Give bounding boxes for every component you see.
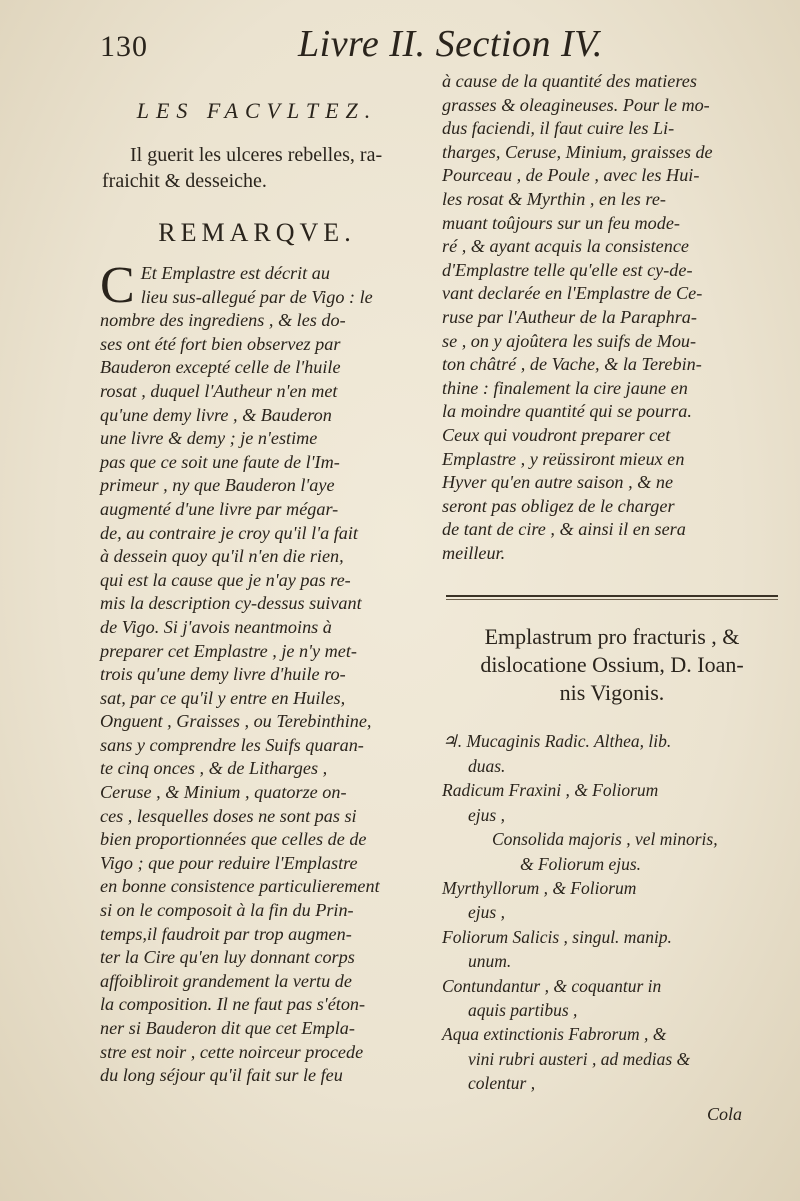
recipe-line: duas.: [468, 755, 506, 776]
text-line: ter la Cire qu'en luy donnant corps: [100, 947, 355, 968]
text-line: de tant de cire , & ainsi il en sera: [442, 519, 686, 540]
text-line: Vigo ; que pour reduire l'Emplastre: [100, 852, 358, 873]
text-line: pas que ce soit une faute de l'Im-: [100, 451, 340, 472]
text-line: augmenté d'une livre par mégar-: [100, 498, 339, 519]
recipe-line: Radicum Fraxini , & Foliorum: [442, 780, 659, 801]
recipe-line: ♃. Mucaginis Radic. Althea, lib.: [442, 731, 672, 752]
recipe-line: colentur ,: [468, 1073, 536, 1094]
recipe-line: Contundantur , & coquantur in: [442, 975, 662, 996]
text-line: stre est noir , cette noirceur procede: [100, 1041, 364, 1062]
right-column: [442, 70, 782, 1096]
text-line: mis la description cy-dessus suivant: [100, 593, 362, 614]
text-line: ses ont été fort bien observez par: [100, 333, 341, 354]
text-line: la composition. Il ne faut pas s'éton-: [100, 994, 366, 1015]
recipe-title-line: dislocatione Ossium, D. Ioan-: [480, 652, 744, 678]
text-line: à cause de la quantité des matieres: [442, 71, 697, 91]
recipe-line: ejus ,: [468, 804, 505, 825]
text-line: Bauderon excepté celle de l'huile: [100, 357, 341, 378]
text-line: ner si Bauderon dit que cet Empla-: [100, 1018, 355, 1038]
text-line: d'Emplastre telle qu'elle est cy-de-: [442, 259, 693, 280]
recipe-line: ejus ,: [468, 902, 505, 923]
text-line: qu'une demy livre , & Bauderon: [100, 404, 332, 425]
text-line: Emplastre , y reüssiront mieux en: [442, 448, 685, 469]
text-line: affoibliroit grandement la vertu de: [100, 970, 352, 991]
text-line: muant toûjours sur un feu mode-: [442, 212, 680, 233]
text-line: se , on y ajoûtera les suifs de Mou-: [442, 330, 697, 351]
remarque-heading: REMARQVE.: [158, 218, 356, 247]
recipe-list: [442, 729, 782, 1095]
text-line: ces , lesquelles doses ne sont pas si: [100, 805, 357, 826]
text-line: sans y comprendre les Suifs quaran-: [100, 734, 364, 755]
recipe-line: unum.: [468, 951, 512, 972]
text-line: ton châtré , de Vache, & la Terebin-: [442, 354, 702, 375]
text-line: Ceux qui voudront preparer cet: [442, 424, 671, 445]
left-column: [92, 70, 422, 1088]
text-line: sat, par ce qu'il y entre en Huiles,: [100, 687, 346, 708]
recipe-line: Foliorum Salicis , singul. manip.: [442, 926, 672, 947]
text-line: Onguent , Graisses , ou Terebinthine,: [100, 711, 372, 732]
text-line: Pourceau , de Poule , avec les Hui-: [442, 165, 700, 186]
running-head: Livre II. Section IV.: [298, 23, 603, 65]
text-line: qui est la cause que je n'ay pas re-: [100, 569, 351, 590]
text-line: Et Emplastre est décrit au: [140, 263, 330, 283]
page-number: 130: [100, 30, 148, 63]
text-line: preparer cet Emplastre , je n'y met-: [100, 640, 357, 661]
text-line: Ceruse , & Minium , quatorze on-: [100, 782, 347, 803]
text-line: tharges, Ceruse, Minium, graisses de: [442, 141, 713, 162]
recipe-line: Aqua extinctionis Fabrorum , &: [442, 1024, 667, 1045]
text-line: seront pas obligez de le charger: [442, 495, 675, 516]
text-line: primeur , ny que Bauderon l'aye: [100, 475, 335, 496]
text-line: du long séjour qu'il fait sur le feu: [100, 1065, 343, 1086]
text-line: te cinq onces , & de Litharges ,: [100, 758, 328, 779]
faculties-line-2: fraichit & desseiche.: [102, 170, 267, 192]
text-line: une livre & demy ; je n'estime: [100, 428, 318, 449]
continued-text: [442, 70, 782, 565]
text-line: vant declarée en l'Emplastre de Ce-: [442, 283, 703, 304]
text-line: ré , & ayant acquis la consistence: [442, 236, 689, 257]
recipe-title-line: Emplastrum pro fracturis , &: [484, 624, 740, 650]
text-line: de Vigo. Si j'avois neantmoins à: [100, 616, 332, 637]
text-line: trois qu'une demy livre d'huile ro-: [100, 664, 346, 685]
text-line: nombre des ingrediens , & les do-: [100, 310, 346, 331]
text-line: si on le composoit à la fin du Prin-: [100, 900, 354, 921]
section-divider: [446, 595, 778, 597]
text-line: en bonne consistence particulierement: [100, 876, 380, 897]
text-line: Hyver qu'en autre saison , & ne: [442, 472, 674, 493]
text-line: la moindre quantité qui se pourra.: [442, 401, 692, 422]
text-line: temps,il faudroit par trop augmen-: [100, 923, 352, 944]
recipe-line: Myrthyllorum , & Foliorum: [442, 877, 637, 898]
text-line: rosat , duquel l'Autheur n'en met: [100, 380, 338, 401]
text-line: bien proportionnées que celles de de: [100, 829, 367, 850]
page-header: [0, 22, 800, 70]
section-heading: LES FACVLTEZ.: [136, 98, 378, 123]
text-line: ruse par l'Autheur de la Paraphra-: [442, 306, 697, 327]
text-line: dus faciendi, il faut cuire les Li-: [442, 118, 675, 139]
recipe-line: & Foliorum ejus.: [520, 853, 642, 874]
recipe-line: Consolida majoris , vel minoris,: [492, 829, 718, 850]
text-line: thine : finalement la cire jaune en: [442, 377, 688, 398]
text-line: lieu sus-allegué par de Vigo : le: [140, 286, 373, 307]
recipe-line: vini rubri austeri , ad medias &: [468, 1048, 691, 1069]
drop-cap: C: [100, 257, 135, 314]
recipe-title: [442, 623, 782, 707]
text-line: à dessein quoy qu'il n'en die rien,: [100, 546, 344, 567]
text-line: les rosat & Myrthin , en les re-: [442, 188, 666, 209]
text-line: grasses & oleagineuses. Pour le mo-: [442, 94, 710, 115]
catchword: Cola: [706, 1104, 742, 1124]
remarque-text: [100, 257, 422, 1088]
recipe-line: aquis partibus ,: [468, 999, 578, 1020]
text-line: de, au contraire je croy qu'il l'a fait: [100, 522, 358, 543]
faculties-line-1: Il guerit les ulceres rebelles, ra-: [130, 144, 383, 166]
faculties-paragraph: [102, 142, 422, 194]
text-line: meilleur.: [442, 542, 506, 563]
recipe-title-line: nis Vigonis.: [559, 680, 665, 706]
